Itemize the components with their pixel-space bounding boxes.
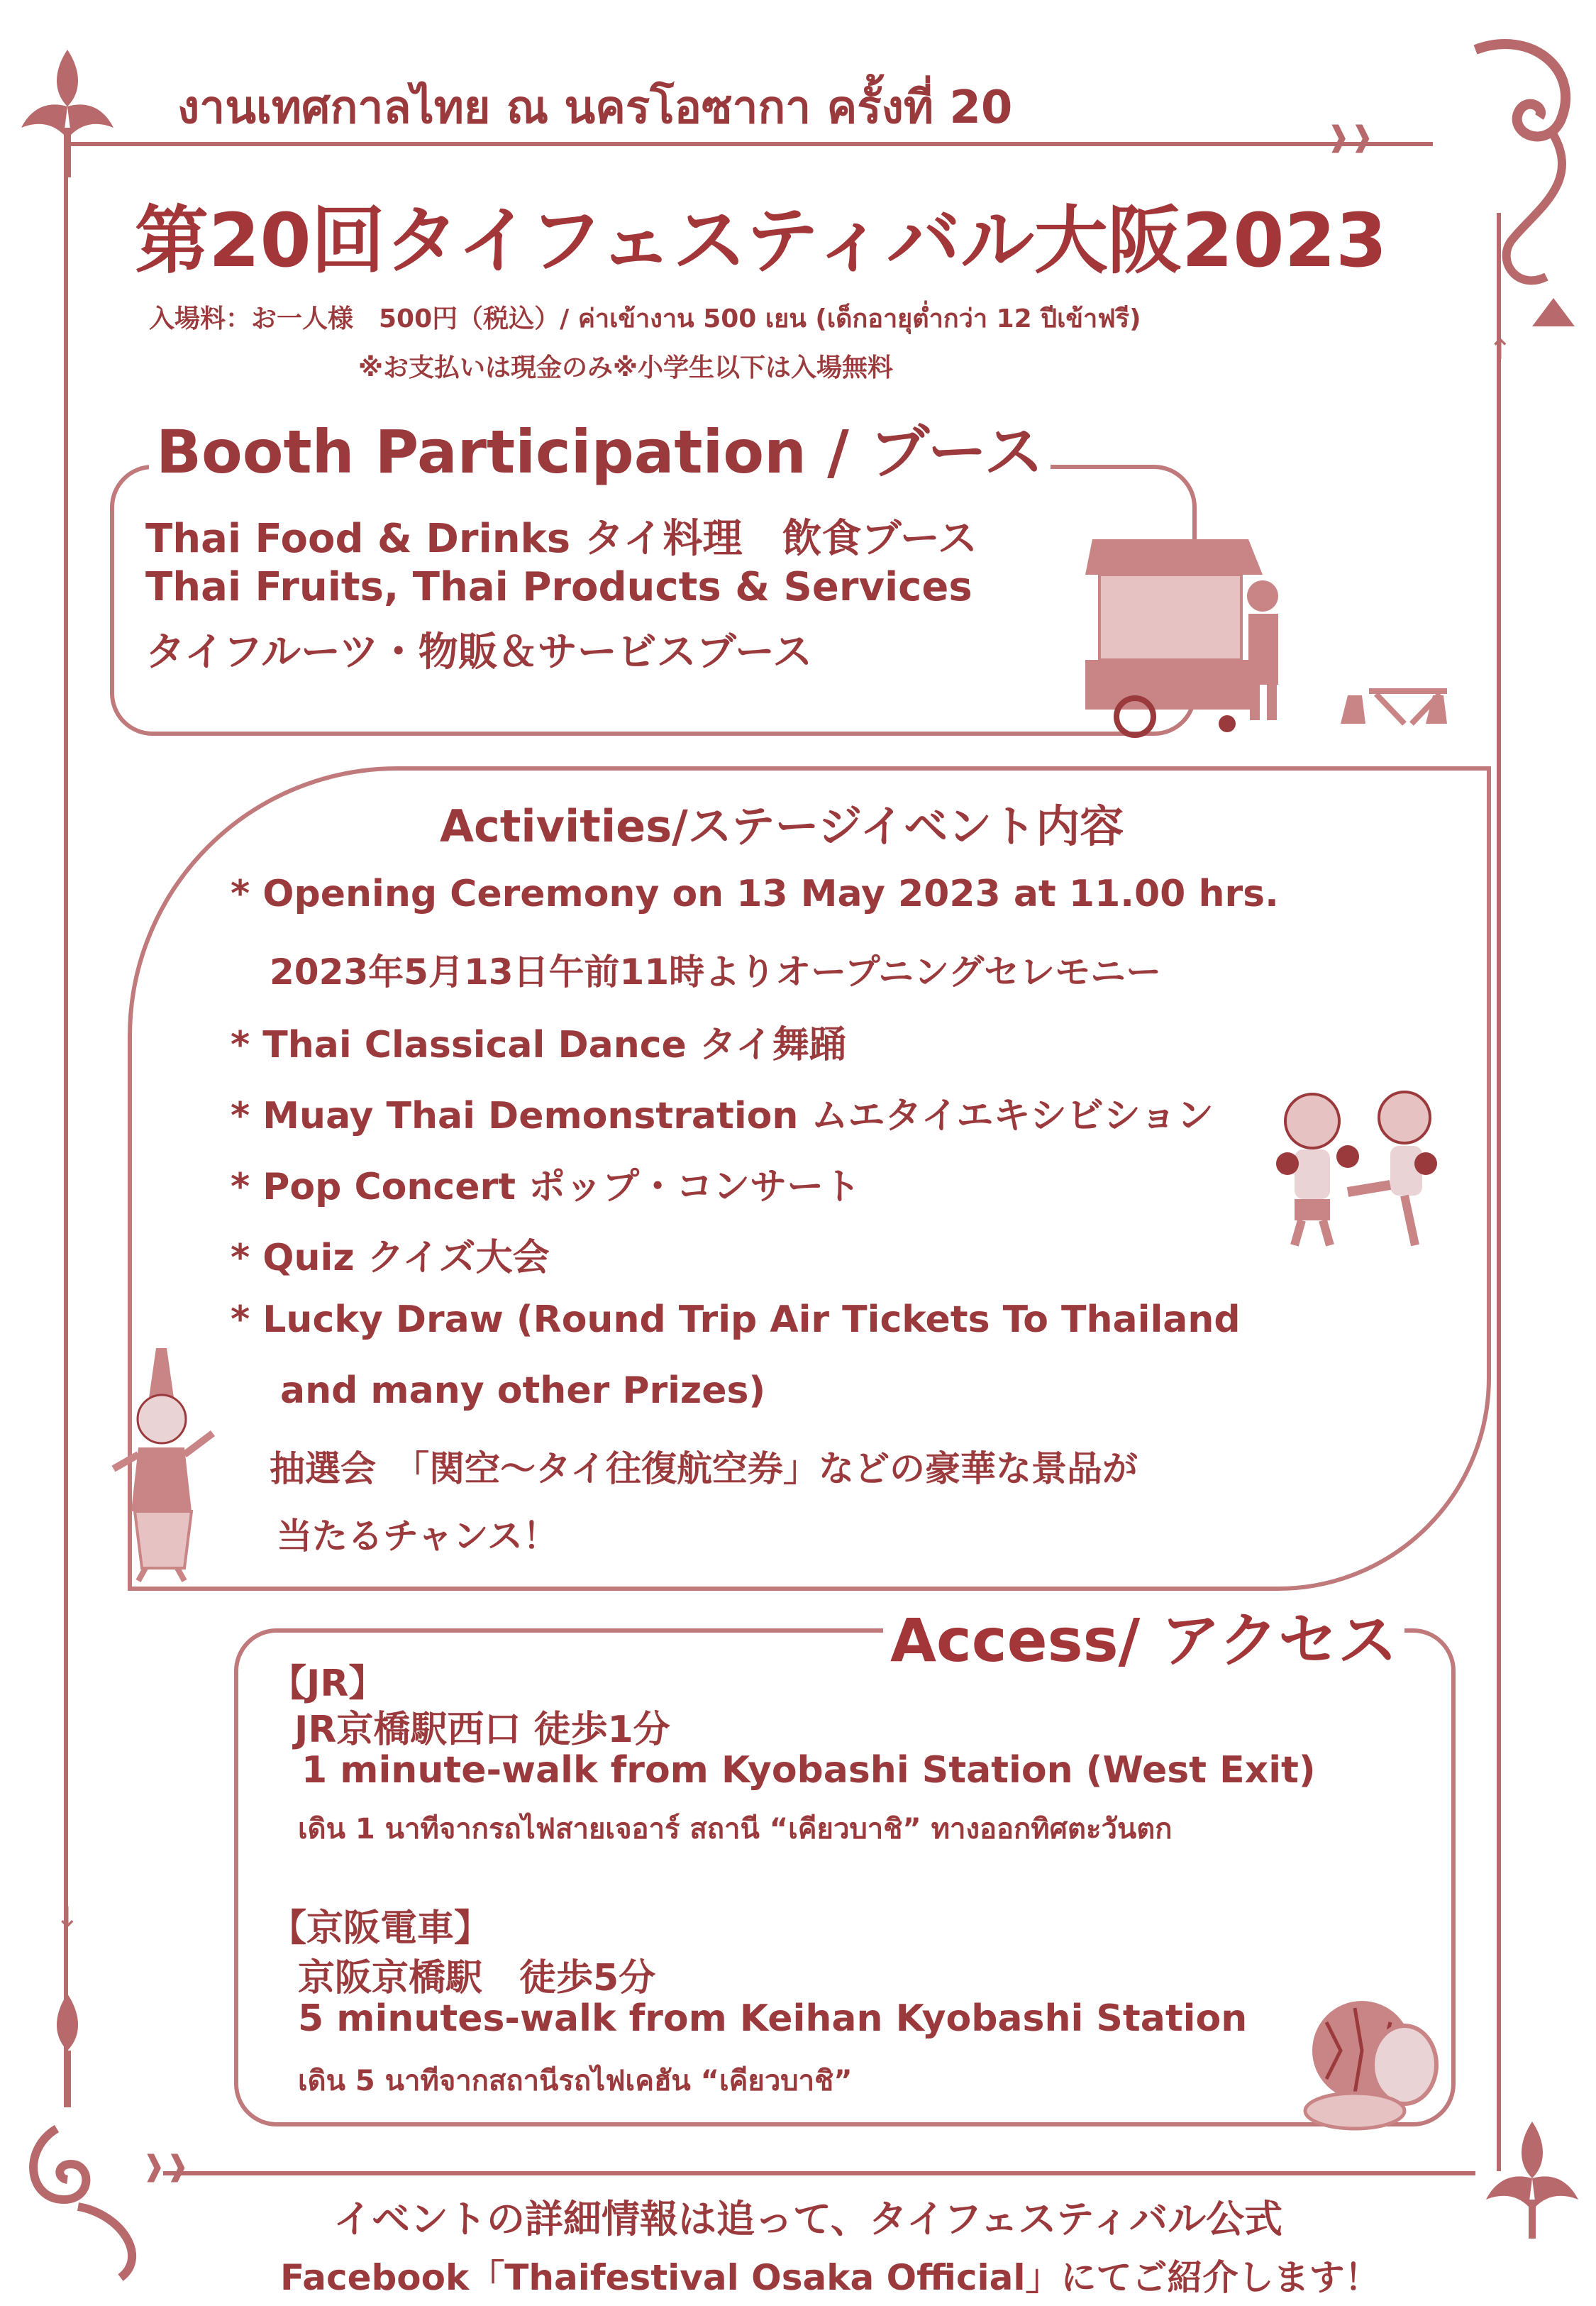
entry-fee: 入場料：お一人様 500円（税込）/ ค่าเข้างาน 500 เยน (เด็กอายุต่ำกว่า 12 ปีเข้าฟรี)	[149, 304, 1141, 333]
jr-label: 【JR】	[270, 1662, 386, 1705]
thai-dancer-illustration	[106, 1348, 220, 1582]
page-title: 第20回タイフェスティバル大阪2023	[135, 197, 1387, 284]
food-cart-illustration	[1085, 511, 1454, 738]
arrow-ornament-bottom: ❱❱	[142, 2150, 190, 2183]
durian-illustration	[1298, 1994, 1440, 2136]
fleur-ornament-bottom-left	[14, 1987, 156, 2285]
jr-line-1: JR京橋駅西口 徒歩1分	[294, 1709, 670, 1751]
activities-heading: Activities/ステージイベント内容	[440, 800, 1124, 852]
keihan-label: 【京阪電車】	[270, 1907, 492, 1950]
booth-heading: Booth Participation / ブース	[149, 404, 1051, 490]
jr-line-2: 1 minute-walk from Kyobashi Station (West Exit)	[301, 1749, 1316, 1792]
keihan-line-1: 京阪京橋駅 徒歩5分	[298, 1957, 656, 1999]
activity-line-1: * Opening Ceremony on 13 May 2023 at 11.00 hrs.	[231, 873, 1279, 915]
muay-thai-fighters-illustration	[1263, 1086, 1447, 1249]
entry-fee-note: ※お支払いは現金のみ※小学生以下は入場無料	[358, 353, 893, 382]
activity-line-9: 抽選会 「関空～タイ往復航空券」などの豪華な景品が	[270, 1448, 1138, 1489]
keihan-line-3: เดิน 5 นาทีจากสถานีรถไฟเคฮัน “เคียวบาชิ”	[298, 2065, 853, 2097]
scroll-ornament-top-right	[1447, 28, 1589, 326]
booth-line-1: Thai Food & Drinks タイ料理 飲食ブース	[145, 516, 978, 562]
keihan-line-2: 5 minutes-walk from Keihan Kyobashi Station	[298, 1997, 1248, 2040]
activity-line-3: * Thai Classical Dance タイ舞踊	[231, 1024, 846, 1066]
footer-line-2: Facebook「Thaifestival Osaka Official」にてご紹介します！	[280, 2257, 1380, 2298]
activity-line-10: 当たるチャンス！	[277, 1516, 558, 1557]
activity-line-6: * Quiz クイズ大会	[231, 1237, 550, 1279]
frame-right-line	[1497, 213, 1501, 2171]
activity-line-4: * Muay Thai Demonstration ムエタイエキシビション	[231, 1095, 1214, 1137]
frame-bottom-line	[163, 2171, 1475, 2175]
activity-line-5: * Pop Concert ポップ・コンサート	[231, 1166, 861, 1208]
fleur-ornament-top-left	[14, 43, 121, 184]
activity-line-2: 2023年5月13日午前11時よりオープニングセレモニー	[270, 951, 1162, 993]
activity-line-7: * Lucky Draw (Round Trip Air Tickets To Thailand	[231, 1298, 1241, 1341]
footer-line-1: イベントの詳細情報は追って、タイフェスティバル公式	[333, 2197, 1283, 2241]
jr-line-3: เดิน 1 นาทีจากรถไฟสายเจอาร์ สถานี “เคียวบาชิ” ทางออกทิศตะวันตก	[298, 1813, 1173, 1846]
booth-line-3: タイフルーツ・物販＆サービスブース	[145, 629, 813, 675]
arrow-ornament-right: ↑	[1488, 333, 1512, 366]
arrow-ornament-left: ↓	[55, 1902, 79, 1934]
access-heading: Access/ アクセス	[883, 1593, 1404, 1679]
thai-title: งานเทศกาลไทย ณ นครโอซากา ครั้งที่ 20	[177, 82, 1013, 134]
frame-left-line	[64, 142, 68, 2058]
booth-line-2: Thai Fruits, Thai Products & Services	[145, 564, 972, 610]
fleur-ornament-bottom-right	[1475, 2114, 1589, 2242]
activity-line-8: and many other Prizes)	[280, 1369, 766, 1412]
arrow-ornament-top: ❱❱	[1326, 121, 1375, 153]
